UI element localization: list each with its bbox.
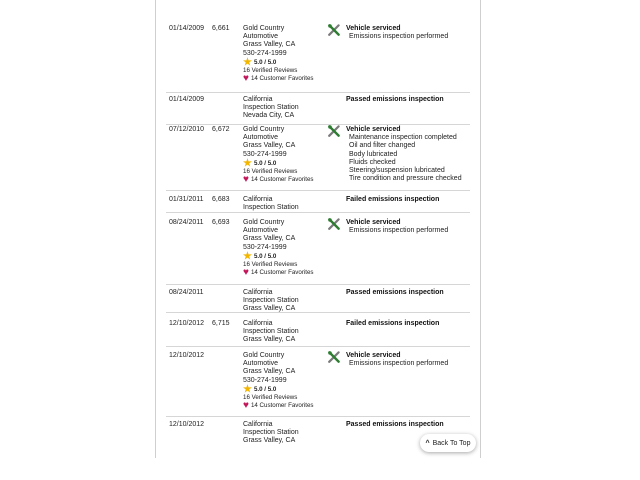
record-source xyxy=(243,126,314,184)
details-title: Failed emissions inspection xyxy=(346,196,440,203)
customer-favorites xyxy=(243,268,314,277)
history-panel xyxy=(155,0,481,458)
details-title: Vehicle serviced xyxy=(346,219,401,226)
source-line: Automotive xyxy=(243,134,279,142)
shop-rating xyxy=(243,385,314,394)
record-mileage: 6,683 xyxy=(212,196,230,203)
shop-rating xyxy=(243,58,314,67)
source-line: Inspection Station xyxy=(243,328,299,336)
details-title: Failed emissions inspection xyxy=(346,320,440,327)
rating-value: 5.0 / 5.0 xyxy=(253,159,277,167)
star-icon: ★ xyxy=(243,157,252,169)
source-line[interactable]: Gold Country xyxy=(243,352,285,359)
record-date: 12/10/2012 xyxy=(169,352,205,359)
verified-reviews-link[interactable]: 16 Verified Reviews xyxy=(243,167,298,175)
record-date: 01/14/2009 xyxy=(169,25,205,32)
details-title: Vehicle serviced xyxy=(346,126,401,133)
star-icon: ★ xyxy=(243,56,252,68)
star-icon: ★ xyxy=(243,383,252,395)
source-line: Automotive xyxy=(243,360,279,368)
source-line: Grass Valley, CA xyxy=(243,41,296,49)
source-line: Inspection Station xyxy=(243,204,299,212)
record-details xyxy=(346,126,462,183)
wrench-screwdriver-icon xyxy=(328,24,340,36)
source-line: Automotive xyxy=(243,33,279,41)
history-row xyxy=(166,124,470,191)
detail-line: Emissions inspection performed xyxy=(349,360,449,368)
shop-rating xyxy=(243,159,314,168)
heart-icon: ♥ xyxy=(243,73,249,85)
source-line[interactable]: Gold Country xyxy=(243,25,285,32)
verified-reviews-link[interactable]: 16 Verified Reviews xyxy=(243,260,298,268)
shop-rating xyxy=(243,252,314,261)
source-line: 530-274-1999 xyxy=(243,150,287,158)
source-line: Inspection Station xyxy=(243,297,299,305)
source-line: Grass Valley, CA xyxy=(243,437,296,445)
rating-value: 5.0 / 5.0 xyxy=(253,385,277,393)
record-mileage: 6,672 xyxy=(212,126,230,133)
record-source xyxy=(243,421,299,446)
history-row xyxy=(166,92,470,125)
details-title: Vehicle serviced xyxy=(346,25,401,32)
record-date: 01/31/2011 xyxy=(169,196,204,203)
verified-reviews-link[interactable]: 16 Verified Reviews xyxy=(243,393,298,401)
record-date: 01/14/2009 xyxy=(169,96,205,103)
source-line: Grass Valley, CA xyxy=(243,305,296,313)
record-source xyxy=(243,96,299,121)
favorites-count: 14 Customer Favorites xyxy=(250,269,314,277)
history-row xyxy=(166,284,470,313)
record-mileage: 6,693 xyxy=(212,219,230,226)
favorites-count: 14 Customer Favorites xyxy=(250,75,314,83)
history-row xyxy=(166,190,470,213)
record-date: 08/24/2011 xyxy=(169,289,204,296)
record-details xyxy=(346,219,448,235)
record-mileage: 6,715 xyxy=(212,320,230,327)
detail-line: Steering/suspension lubricated xyxy=(349,167,445,175)
source-line: California xyxy=(243,96,273,103)
source-line: 530-274-1999 xyxy=(243,376,287,384)
source-line[interactable]: Gold Country xyxy=(243,126,285,133)
source-line: 530-274-1999 xyxy=(243,243,287,251)
source-line: Inspection Station xyxy=(243,104,299,112)
details-title: Passed emissions inspection xyxy=(346,421,444,428)
source-line: Grass Valley, CA xyxy=(243,336,296,344)
source-line: Inspection Station xyxy=(243,429,299,437)
record-source xyxy=(243,289,299,314)
source-line: California xyxy=(243,289,273,296)
back-to-top-button[interactable] xyxy=(420,434,476,452)
record-date: 12/10/2012 xyxy=(169,320,205,327)
record-source xyxy=(243,219,314,277)
history-row xyxy=(166,346,470,417)
source-line: California xyxy=(243,421,273,428)
rating-value: 5.0 / 5.0 xyxy=(253,252,277,260)
record-details xyxy=(346,421,444,429)
detail-line: Tire condition and pressure checked xyxy=(349,175,462,183)
record-source xyxy=(243,352,314,410)
customer-favorites xyxy=(243,401,314,410)
verified-reviews-link[interactable]: 16 Verified Reviews xyxy=(243,66,298,74)
record-details xyxy=(346,25,448,41)
source-line: Nevada City, CA xyxy=(243,112,295,120)
detail-line: Fluids checked xyxy=(349,158,396,166)
detail-line: Body lubricated xyxy=(349,150,398,158)
record-source xyxy=(243,25,314,83)
record-details xyxy=(346,320,439,328)
heart-icon: ♥ xyxy=(243,174,249,186)
record-details xyxy=(346,352,448,368)
detail-line: Oil and filter changed xyxy=(349,142,416,150)
source-line: California xyxy=(243,196,273,203)
details-title: Vehicle serviced xyxy=(346,352,401,359)
chevron-up-icon: ^ xyxy=(425,439,430,447)
record-mileage: 6,661 xyxy=(212,25,230,32)
record-date: 07/12/2010 xyxy=(169,126,205,133)
source-line[interactable]: Gold Country xyxy=(243,219,285,226)
customer-favorites xyxy=(243,74,314,83)
record-source xyxy=(243,320,299,345)
wrench-screwdriver-icon xyxy=(328,218,340,230)
record-date: 12/10/2012 xyxy=(169,421,205,428)
heart-icon: ♥ xyxy=(243,267,249,279)
wrench-screwdriver-icon xyxy=(328,351,340,363)
favorites-count: 14 Customer Favorites xyxy=(250,402,314,410)
detail-line: Emissions inspection performed xyxy=(349,227,449,235)
record-details xyxy=(346,289,444,297)
detail-line: Maintenance inspection completed xyxy=(349,134,457,142)
record-source xyxy=(243,196,299,212)
details-title: Passed emissions inspection xyxy=(346,96,444,103)
details-title: Passed emissions inspection xyxy=(346,289,444,296)
rating-value: 5.0 / 5.0 xyxy=(253,58,277,66)
history-row xyxy=(166,212,470,285)
history-row xyxy=(166,312,470,347)
record-date: 08/24/2011 xyxy=(169,219,204,226)
record-details xyxy=(346,96,444,104)
customer-favorites xyxy=(243,175,314,184)
source-line: 530-274-1999 xyxy=(243,49,287,57)
back-to-top-label: Back To Top xyxy=(432,439,471,447)
history-row xyxy=(166,0,470,93)
star-icon: ★ xyxy=(243,250,252,262)
record-details xyxy=(346,196,439,204)
source-line: Grass Valley, CA xyxy=(243,368,296,376)
source-line: Grass Valley, CA xyxy=(243,235,296,243)
source-line: Automotive xyxy=(243,227,279,235)
source-line: Grass Valley, CA xyxy=(243,142,296,150)
source-line: California xyxy=(243,320,273,327)
wrench-screwdriver-icon xyxy=(328,125,340,137)
heart-icon: ♥ xyxy=(243,400,249,412)
detail-line: Emissions inspection performed xyxy=(349,33,449,41)
favorites-count: 14 Customer Favorites xyxy=(250,176,314,184)
